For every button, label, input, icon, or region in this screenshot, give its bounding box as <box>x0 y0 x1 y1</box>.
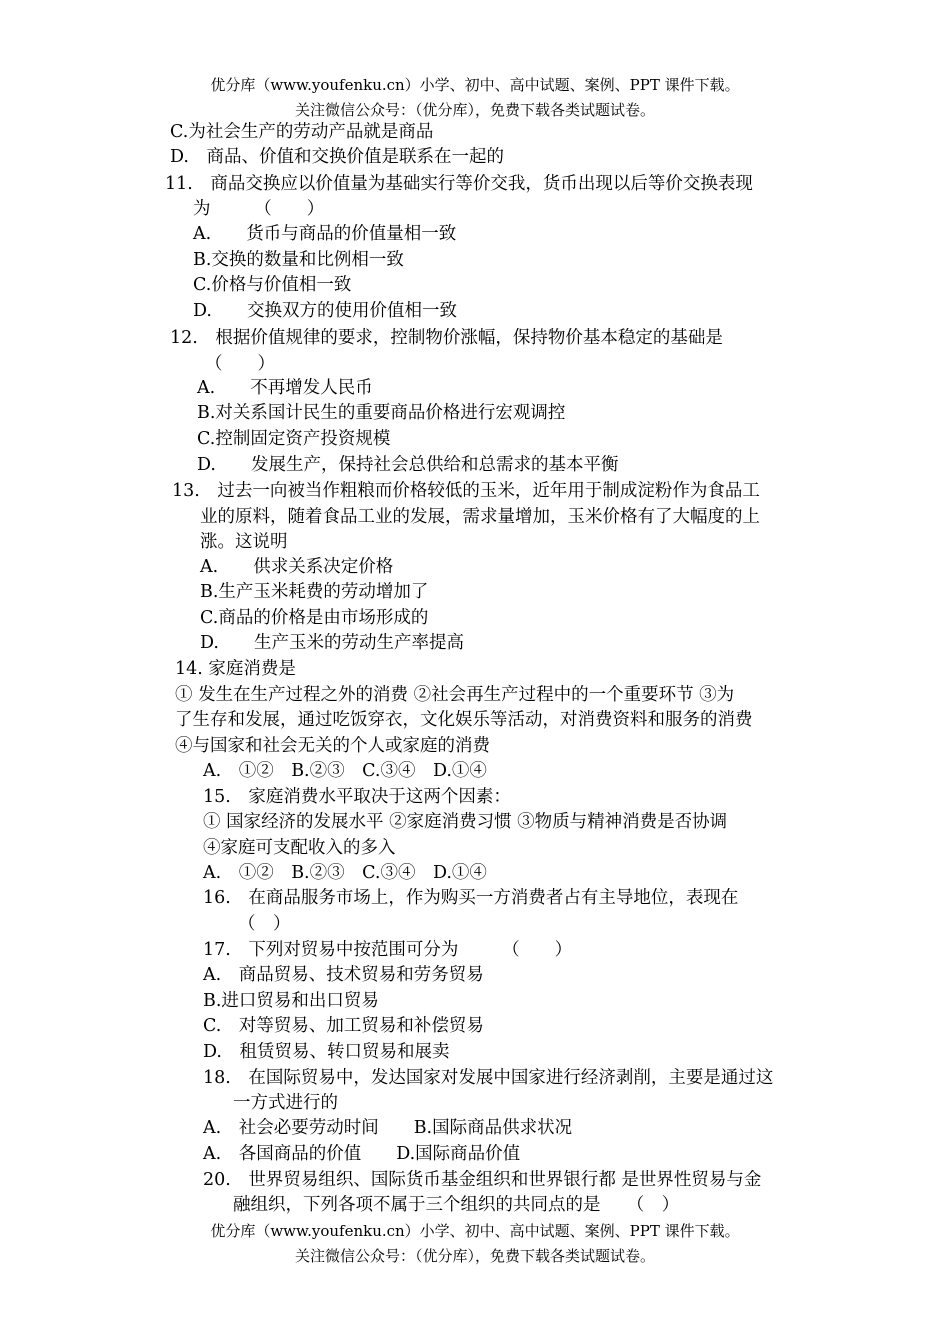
text-line-3: 11. 商品交换应以价值量为基础实行等价交我，货币出现以后等价交换表现 <box>165 174 753 194</box>
text-line-32: （ ） <box>238 914 291 934</box>
text-line-8: D. 交换双方的使用价值相一致 <box>193 301 457 321</box>
text-line-2: D. 商品、价值和交换价值是联系在一起的 <box>170 147 504 167</box>
text-line-17: 涨。这说明 <box>200 532 288 552</box>
text-line-22: 14. 家庭消费是 <box>175 659 296 679</box>
text-line-34: A. 商品贸易、技术贸易和劳务贸易 <box>203 965 484 985</box>
text-line-11: A. 不再增发人民币 <box>197 378 373 398</box>
text-line-18: A. 供求关系决定价格 <box>200 557 394 577</box>
text-line-27: 15. 家庭消费水平取决于这两个因素： <box>203 787 511 807</box>
page-footer-line-1: 优分库（www.youfenku.cn）小学、初中、高中试题、案例、PPT 课件下载。 <box>210 1222 740 1240</box>
text-line-40: A. 社会必要劳动时间 B.国际商品供求状况 <box>203 1118 573 1138</box>
text-line-16: 业的原料，随着食品工业的发展，需求量增加，玉米价格有了大幅度的上 <box>200 507 760 527</box>
text-line-19: B.生产玉米耗费的劳动增加了 <box>200 582 429 602</box>
text-line-33: 17. 下列对贸易中按范围可分为 （ ） <box>203 940 573 960</box>
text-line-10: （ ） <box>205 354 275 374</box>
text-line-36: C. 对等贸易、加工贸易和补偿贸易 <box>203 1016 484 1036</box>
text-line-15: 13. 过去一向被当作粗粮而价格较低的玉米，近年用于制成淀粉作为食品工 <box>172 481 760 501</box>
page-footer-line-2: 关注微信公众号：（优分库），免费下载各类试题试卷。 <box>294 1247 655 1265</box>
text-line-30: A. ①② B.②③ C.③④ D.①④ <box>203 863 487 883</box>
text-line-39: 一方式进行的 <box>233 1093 338 1113</box>
text-line-29: ④家庭可支配收入的多入 <box>203 838 396 858</box>
text-line-4: 为 （ ） <box>193 199 325 219</box>
text-line-20: C.商品的价格是由市场形成的 <box>200 608 429 628</box>
page-header-line-2: 关注微信公众号：（优分库），免费下载各类试题试卷。 <box>294 101 655 119</box>
page-header-line-1: 优分库（www.youfenku.cn）小学、初中、高中试题、案例、PPT 课件下载。 <box>210 76 740 94</box>
text-line-25: ④与国家和社会无关的个人或家庭的消费 <box>175 736 490 756</box>
text-line-35: B.进口贸易和出口贸易 <box>203 991 379 1011</box>
text-line-28: ① 国家经济的发展水平 ②家庭消费习惯 ③物质与精神消费是否协调 <box>203 812 728 832</box>
text-line-12: B.对关系国计民生的重要商品价格进行宏观调控 <box>197 403 566 423</box>
text-line-26: A. ①② B.②③ C.③④ D.①④ <box>203 761 487 781</box>
text-line-31: 16. 在商品服务市场上，作为购买一方消费者占有主导地位，表现在 <box>203 888 739 908</box>
text-line-38: 18. 在国际贸易中，发达国家对发展中国家进行经济剥削，主要是通过这 <box>203 1068 774 1088</box>
text-line-41: A. 各国商品的价值 D.国际商品价值 <box>203 1144 521 1164</box>
text-line-7: C.价格与价值相一致 <box>193 275 352 295</box>
text-line-24: 了生存和发展，通过吃饭穿衣，文化娱乐等活动，对消费资料和服务的消费 <box>175 710 753 730</box>
text-line-14: D. 发展生产，保持社会总供给和总需求的基本平衡 <box>197 455 619 475</box>
text-line-23: ① 发生在生产过程之外的消费 ②社会再生产过程中的一个重要环节 ③为 <box>175 685 735 705</box>
text-line-9: 12. 根据价值规律的要求，控制物价涨幅，保持物价基本稳定的基础是 <box>170 328 723 348</box>
text-line-43: 融组织，下列各项不属于三个组织的共同点的是 （ ） <box>233 1195 680 1215</box>
text-line-42: 20. 世界贸易组织、国际货币基金组织和世界银行都 是世界性贸易与金 <box>203 1170 762 1190</box>
text-line-1: C.为社会生产的劳动产品就是商品 <box>170 122 434 142</box>
text-line-13: C.控制固定资产投资规模 <box>197 429 391 449</box>
text-line-6: B.交换的数量和比例相一致 <box>193 250 404 270</box>
text-line-21: D. 生产玉米的劳动生产率提高 <box>200 633 464 653</box>
text-line-37: D. 租赁贸易、转口贸易和展卖 <box>203 1042 450 1062</box>
text-line-5: A. 货币与商品的价值量相一致 <box>193 224 457 244</box>
